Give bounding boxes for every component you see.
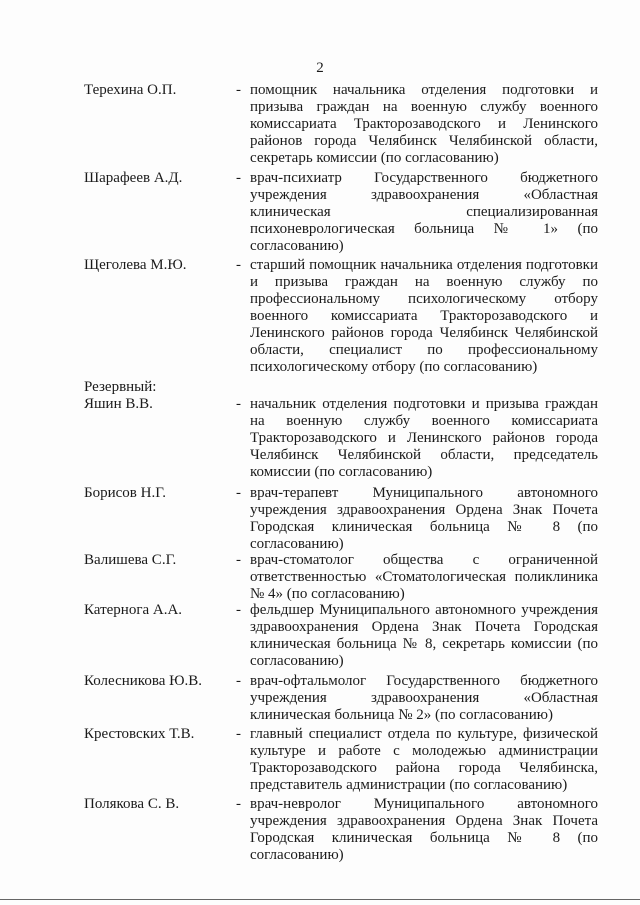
scan-edge-line (0, 899, 640, 900)
separator-dash: - (236, 485, 241, 501)
page-number: 2 (316, 60, 324, 76)
separator-dash: - (236, 552, 241, 568)
separator-dash: - (236, 726, 241, 742)
member-position: врач-психиатр Государственного бюджетного учреждения здравоохранения «Областная клиническая специализированная психоневрологическая больница № 1» (по согласованию) (250, 170, 598, 254)
member-name: Полякова С. В. (84, 796, 180, 812)
member-position: помощник начальника отделения подготовки и призыва граждан на военную службу военного комиссариата Тракторозаводского и Ленинского районов города Челябинск Челябинской области, секретарь комиссии (по согласованию) (250, 82, 598, 166)
member-position: старший помощник начальника отделения подготовки и призыва граждан на военную службу по профессиональному психологическому отбору военного комиссариата Тракторозаводского и Ленинского районов города Челябинск Челябинской области, специалист по профессиональному психологическому отбору (по согласованию) (250, 257, 598, 375)
member-name: Щеголева М.Ю. (84, 257, 187, 273)
separator-dash: - (236, 396, 241, 412)
member-position: начальник отделения подготовки и призыва граждан на военную службу военного комиссариата Тракторозаводского и Ленинского районов города Челябинск Челябинской области, председатель комиссии (по согласованию) (250, 396, 598, 480)
member-name: Борисов Н.Г. (84, 485, 166, 501)
member-position: главный специалист отдела по культуре, физической культуре и работе с молодежью администрации Тракторозаводского района города Челябинска, представитель администрации (по согласованию) (250, 726, 598, 793)
separator-dash: - (236, 170, 241, 186)
member-name: Валишева С.Г. (84, 552, 177, 568)
member-name: Шарафеев А.Д. (84, 170, 183, 186)
member-position: врач-терапевт Муниципального автономного учреждения здравоохранения Ордена Знак Почета Городская клиническая больница № 8 (по согласованию) (250, 485, 598, 552)
member-position: врач-стоматолог общества с ограниченной ответственностью «Стоматологическая поликлиника № 4» (по согласованию) (250, 552, 598, 602)
member-position: врач-невролог Муниципального автономного учреждения здравоохранения Ордена Знак Почета Городская клиническая больница № 8 (по согласованию) (250, 796, 598, 863)
separator-dash: - (236, 82, 241, 98)
member-position: фельдшер Муниципального автономного учреждения здравоохранения Ордена Знак Почета Городская клиническая больница № 8, секретарь комиссии (по согласованию) (250, 602, 598, 669)
separator-dash: - (236, 796, 241, 812)
member-name: Яшин В.В. (84, 396, 153, 412)
member-name: Катернога А.А. (84, 602, 183, 618)
member-name: Терехина О.П. (84, 82, 177, 98)
reserve-section-label: Резервный: (84, 379, 157, 395)
member-position: врач-офтальмолог Государственного бюджетного учреждения здравоохранения «Областная клиническая больница № 2» (по согласованию) (250, 673, 598, 723)
separator-dash: - (236, 673, 241, 689)
separator-dash: - (236, 602, 241, 618)
member-name: Крестовских Т.В. (84, 726, 195, 742)
member-name: Колесникова Ю.В. (84, 673, 203, 689)
separator-dash: - (236, 257, 241, 273)
